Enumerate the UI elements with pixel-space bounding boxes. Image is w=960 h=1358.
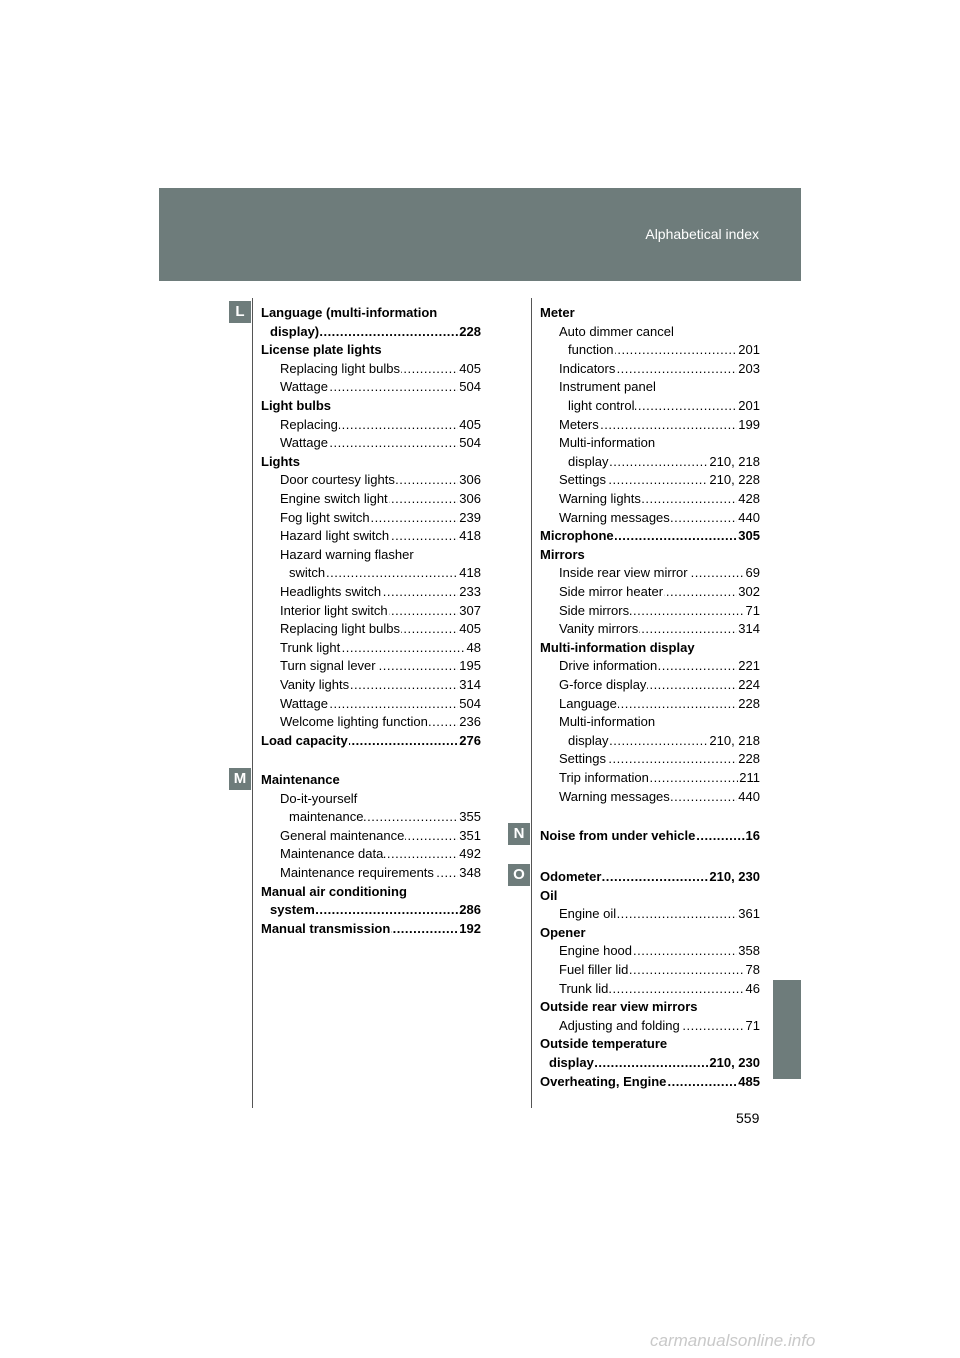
index-entry: Light bulbs xyxy=(261,398,332,413)
column-divider-right xyxy=(531,298,532,1108)
letter-tab-o: O xyxy=(508,864,530,886)
index-entry: Multi-information display xyxy=(540,639,695,655)
index-entry: Lights xyxy=(261,453,300,469)
page-number: 559 xyxy=(736,1110,760,1126)
index-entry: ..... Wattage 504 xyxy=(280,696,481,712)
index-entry: ..... Drive information 221 xyxy=(559,658,760,674)
index-entry: ..... Noise from under vehicle 16 xyxy=(540,828,760,844)
index-entry: ..... Inside rear view mirror 69 xyxy=(559,565,760,581)
index-entry: ..... Side mirror heater 302 xyxy=(559,584,760,600)
index-entry: ..... Trunk lid 46 xyxy=(559,981,760,997)
index-entry: ..... Hazard light switch 418 xyxy=(280,528,481,544)
index-entry: ..... G-force display 224 xyxy=(559,677,760,693)
index-entry: ..... Replacing light bulbs 405 xyxy=(280,621,481,637)
index-entry: Multi-information xyxy=(559,714,656,730)
index-entry: ..... Welcome lighting function 236 xyxy=(280,714,481,730)
index-entry: ..... Settings 228 xyxy=(559,751,760,767)
index-entry: ..... Warning lights 428 xyxy=(559,491,760,507)
index-entry: ..... Fuel filler lid 78 xyxy=(559,962,760,978)
index-entry: Language (multi-information xyxy=(261,305,438,320)
index-entry: Mirrors xyxy=(540,546,585,562)
index-entry: ..... Replacing 405 xyxy=(280,417,481,433)
index-entry: ..... Turn signal lever 195 xyxy=(280,658,481,674)
index-entry: Opener xyxy=(540,924,586,940)
index-entry: ..... Engine oil 361 xyxy=(559,906,760,922)
index-entry: ..... Interior light switch 307 xyxy=(280,603,481,619)
index-entry: Auto dimmer cancel xyxy=(559,323,674,339)
index-entry: ..... Adjusting and folding 71 xyxy=(559,1018,760,1034)
index-entry: ..... Headlights switch 233 xyxy=(280,584,481,600)
index-entry: ..... function 201 xyxy=(568,342,760,358)
index-entry: Instrument panel xyxy=(559,379,656,395)
index-entry: ..... Vanity lights 314 xyxy=(280,677,481,693)
index-entry: Outside temperature xyxy=(540,1036,668,1052)
side-thumb-tab xyxy=(773,980,801,1079)
index-entry: ..... Vanity mirrors 314 xyxy=(559,621,760,637)
letter-tab-l: L xyxy=(229,301,251,323)
index-entry: ..... Engine switch light 306 xyxy=(280,491,481,507)
index-entry: Oil xyxy=(540,887,558,903)
index-entry: ..... system 286 xyxy=(270,902,481,918)
index-entry: ..... Maintenance requirements 348 xyxy=(280,865,481,881)
index-entry: ..... Settings 210, 228 xyxy=(559,472,760,488)
index-entry: ..... Warning messages 440 xyxy=(559,510,760,526)
index-column-1 xyxy=(261,305,481,945)
index-entry: ..... switch 418 xyxy=(289,565,481,581)
index-entry: ..... Engine hood 358 xyxy=(559,943,760,959)
index-entry: ..... Door courtesy lights 306 xyxy=(280,472,481,488)
index-entry: ..... display) 228 xyxy=(270,324,481,340)
index-entry: ..... Maintenance data 492 xyxy=(280,846,481,862)
index-entry: ..... Load capacity 276 xyxy=(261,733,481,749)
index-entry: Hazard warning flasher xyxy=(280,546,414,562)
header-title: Alphabetical index xyxy=(645,226,759,242)
index-entry: ..... Language 228 xyxy=(559,696,760,712)
letter-tab-m: M xyxy=(229,768,251,790)
index-entry: ..... Fog light switch 239 xyxy=(280,510,481,526)
index-entry: ..... Overheating, Engine 485 xyxy=(540,1074,760,1090)
index-entry: ..... Wattage 504 xyxy=(280,379,481,395)
index-entry: ..... Microphone 305 xyxy=(540,528,760,544)
index-entry: ..... Meters 199 xyxy=(559,417,760,433)
header-bar xyxy=(159,188,801,281)
index-entry: Do-it-yourself xyxy=(280,790,358,806)
index-entry: ..... display 210, 218 xyxy=(568,454,760,470)
index-entry: ..... Trip information 211 xyxy=(559,770,760,786)
index-entry: Manual air conditioning xyxy=(261,883,407,899)
index-entry: Multi-information xyxy=(559,435,656,451)
index-column-2 xyxy=(540,305,760,1095)
footer-watermark: carmanualsonline.info xyxy=(650,1331,816,1350)
index-entry: ..... Odometer 210, 230 xyxy=(540,869,760,885)
index-entry: Meter xyxy=(540,305,575,320)
index-entry: ..... General maintenance 351 xyxy=(280,828,481,844)
index-entry: Maintenance xyxy=(261,772,340,787)
index-entry: ..... Warning messages 440 xyxy=(559,789,760,805)
index-entry: ..... Wattage 504 xyxy=(280,435,481,451)
index-entry: ..... Side mirrors 71 xyxy=(559,603,760,619)
index-entry: ..... display 210, 218 xyxy=(568,733,760,749)
index-entry: ..... Manual transmission 192 xyxy=(261,921,481,937)
letter-tab-n: N xyxy=(508,823,530,845)
index-entry: ..... display 210, 230 xyxy=(549,1055,760,1071)
index-entry: License plate lights xyxy=(261,342,382,358)
index-entry: ..... light control 201 xyxy=(568,398,760,414)
index-entry: ..... maintenance 355 xyxy=(289,809,481,825)
column-divider-left xyxy=(252,298,253,1108)
index-entry: ..... Trunk light 48 xyxy=(280,640,481,656)
index-entry: Outside rear view mirrors xyxy=(540,999,698,1015)
index-entry: ..... Indicators 203 xyxy=(559,361,760,377)
index-entry: ..... Replacing light bulbs 405 xyxy=(280,361,481,377)
